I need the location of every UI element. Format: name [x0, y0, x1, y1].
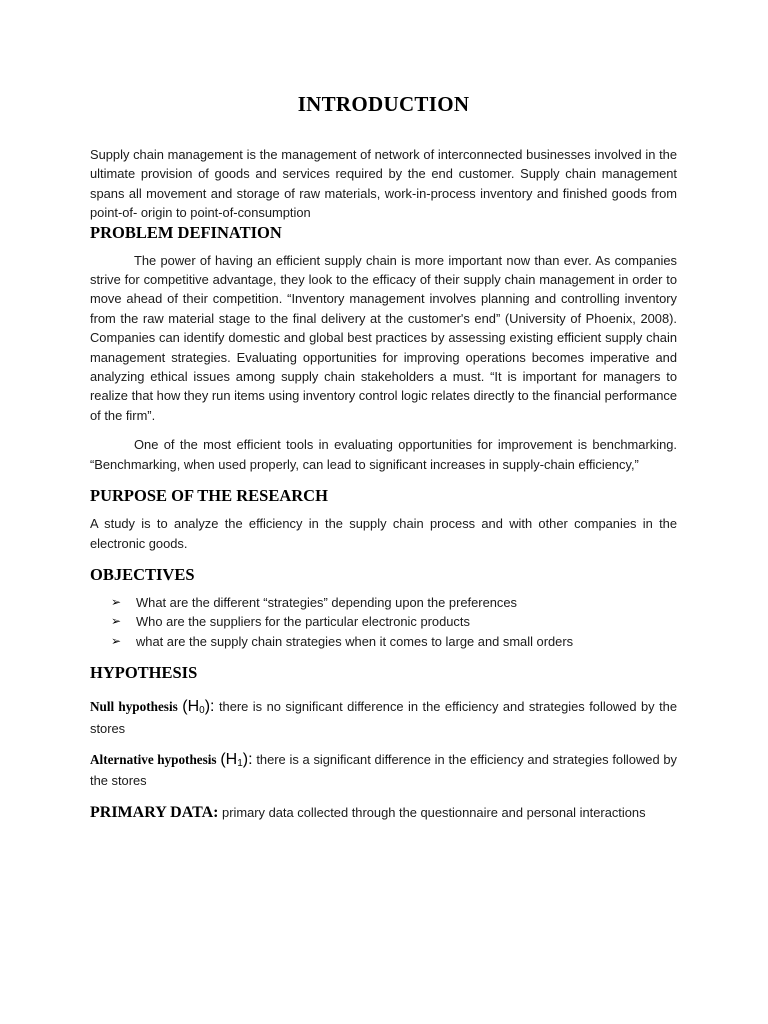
primary-data-text: primary data collected through the questionnaire and personal interactions [218, 804, 646, 820]
problem-heading: PROBLEM DEFINATION [90, 222, 282, 242]
objective-text: what are the supply chain strategies when it comes to large and small orders [136, 633, 574, 649]
null-hypothesis [90, 697, 677, 738]
primary-data [90, 803, 677, 822]
objective-text: What are the different “strategies” depending upon the preferences [136, 594, 517, 610]
null-hypothesis-label: Null hypothesis [90, 699, 178, 715]
arrow-bullet-icon: ➢ [111, 633, 122, 648]
hypothesis-heading: HYPOTHESIS [90, 663, 198, 683]
alternative-hypothesis-label: Alternative hypothesis [90, 751, 217, 767]
alternative-hypothesis-text: there is a significant difference in the efficiency and strategies followed by the stores [90, 751, 677, 789]
objectives-heading: OBJECTIVES [90, 564, 195, 584]
list-item [111, 632, 677, 651]
arrow-bullet-icon: ➢ [111, 614, 122, 629]
list-item [111, 612, 677, 631]
problem-paragraph-1: The power of having an efficient supply chain is more important now than ever. As companies strive for competitive advantage, they look to the efficacy of their supply chain management in order to move ahead of their competition. “Inventory management involves planning and controlling inventory from the raw material stage to the final delivery at the customer's end” (University of Phoenix, 2008). Companies can identify domestic and global best practices by assessing existing efficient supply chain management strategies. Evaluating opportunities for improving operations becomes imperative and analyzing ethical issues among supply chain stakeholders a must. “It is important for managers to realize that how they run items using inventory control logic relates directly to the financial performance of the firm”. [90, 252, 677, 423]
problem-paragraph-2: One of the most efficient tools in evaluating opportunities for improvement is benchmarking. “Benchmarking, when used properly, can lead to significant increases in supply-chain efficiency,” [90, 437, 677, 472]
null-hypothesis-symbol: $(H_0)$: [182, 698, 215, 717]
page-title: INTRODUCTION [297, 92, 470, 116]
document-content [90, 92, 677, 822]
arrow-bullet-icon: ➢ [111, 594, 122, 609]
intro-paragraph: Supply chain management is the management of network of interconnected businesses involved in the ultimate provision of goods and services required by the end customer. Supply chain management spans all movement and storage of raw materials, work-in-process inventory and finished goods from point-of- origin to point-of-consumption [90, 147, 677, 221]
alternative-hypothesis-symbol: $(H_1)$: [220, 750, 253, 769]
list-item [111, 593, 677, 612]
objectives-list [90, 593, 677, 651]
primary-data-label: PRIMARY DATA: [90, 803, 219, 821]
objective-text: Who are the suppliers for the particular electronic products [136, 614, 470, 630]
purpose-paragraph: A study is to analyze the efficiency in the supply chain process and with other companies in the electronic goods. [90, 516, 677, 551]
purpose-heading: PURPOSE OF THE RESEARCH [90, 486, 328, 506]
null-hypothesis-text: there is no significant difference in the efficiency and strategies followed by the stores [90, 699, 677, 736]
alternative-hypothesis [90, 750, 677, 791]
